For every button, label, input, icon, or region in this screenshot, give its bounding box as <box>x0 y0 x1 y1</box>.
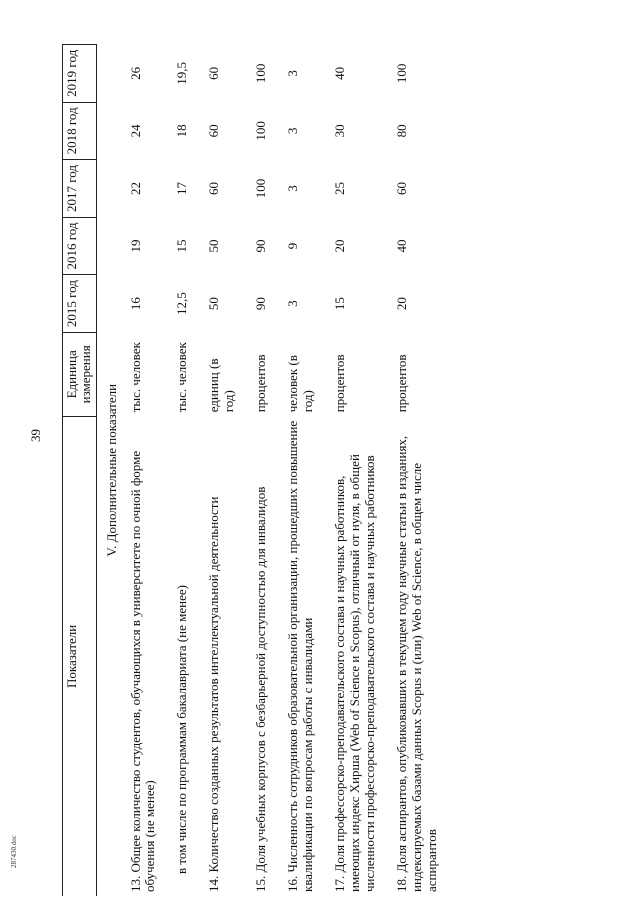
value-cell: 3 <box>285 127 301 135</box>
table-row <box>319 45 381 897</box>
value-cell: 60 <box>206 66 222 80</box>
rotated-page-content <box>62 36 622 896</box>
value-cell: 3 <box>285 185 301 192</box>
table-header-row <box>63 45 97 897</box>
document-id: 287430.doc <box>10 835 18 868</box>
value-cell: 15 <box>332 297 348 311</box>
value-cell: 3 <box>285 300 301 307</box>
unit-cell: процентов <box>332 354 348 413</box>
value-cell: 100 <box>393 63 409 84</box>
value-cell: 90 <box>253 239 269 253</box>
value-cell: 26 <box>127 66 143 80</box>
unit-cell: человек (в год) <box>285 355 316 413</box>
value-cell: 15 <box>174 239 190 253</box>
indicator-cell: 13. Общее количество студентов, обучающихся в университете по очной форме обучения (не менее) <box>127 450 158 892</box>
value-cell: 20 <box>393 297 409 311</box>
value-cell: 3 <box>285 70 301 77</box>
section-title: V. Дополнительные показатели <box>103 383 119 557</box>
value-cell: 100 <box>253 121 269 141</box>
indicator-cell: 16. Численность сотрудников образовательной организации, прошедших повышение квалификации по вопросам работы с инвалидами <box>285 420 316 892</box>
value-cell: 100 <box>253 178 269 199</box>
header-year-2017: 2017 год <box>63 160 97 218</box>
value-cell: 9 <box>285 242 301 250</box>
unit-cell: единиц (в год) <box>206 358 237 413</box>
header-year-2015: 2015 год <box>63 275 97 333</box>
indicator-cell: 15. Доля учебных корпусов с безбарьерной доступностью для инвалидов <box>253 486 269 892</box>
unit-cell: процентов <box>393 354 409 413</box>
value-cell: 60 <box>206 181 222 195</box>
section-row <box>96 45 125 897</box>
unit-cell: тыс. человек <box>127 342 143 413</box>
indicator-cell: в том числе по программам бакалавриата (не менее) <box>174 585 190 874</box>
table-row <box>240 45 272 897</box>
value-cell: 50 <box>206 297 222 311</box>
header-year-2016: 2016 год <box>63 217 97 275</box>
value-cell: 22 <box>127 181 143 195</box>
indicator-cell: 18. Доля аспирантов, опубликовавших в текущем году научные статьи в изданиях, индексируемых базами данных Scopus и (или) Web of Science, в общем числе аспирантов <box>393 435 439 892</box>
value-cell: 60 <box>206 124 222 138</box>
indicators-table <box>62 44 443 896</box>
value-cell: 12,5 <box>174 292 190 315</box>
indicator-cell: 17. Доля профессорско-преподавательского состава и научных работников, имеющих индекс Хирша (Web of Science и Scopus), отличный от нуля, в общей численности профессорско-преподавательского состава и научных работников <box>332 454 377 892</box>
value-cell: 17 <box>174 181 190 195</box>
value-cell: 20 <box>332 239 348 253</box>
value-cell: 40 <box>393 239 409 253</box>
page-number: 39 <box>28 429 43 442</box>
table-row <box>193 45 240 897</box>
value-cell: 16 <box>127 297 143 311</box>
table-row <box>161 45 193 897</box>
header-year-2019: 2019 год <box>63 45 97 103</box>
value-cell: 18 <box>174 124 190 138</box>
table-row <box>381 45 443 897</box>
value-cell: 25 <box>332 181 348 195</box>
value-cell: 50 <box>206 239 222 253</box>
unit-cell: тыс. человек <box>174 342 190 413</box>
value-cell: 60 <box>393 181 409 195</box>
value-cell: 24 <box>127 124 143 138</box>
indicator-cell: 14. Количество созданных результатов интеллектуальной деятельности <box>206 496 222 892</box>
table-row <box>272 45 319 897</box>
header-unit: Единица измерения <box>63 332 97 416</box>
unit-cell: процентов <box>253 354 269 413</box>
value-cell: 19,5 <box>174 61 190 85</box>
value-cell: 40 <box>332 66 348 80</box>
header-year-2018: 2018 год <box>63 102 97 160</box>
value-cell: 19 <box>127 239 143 253</box>
value-cell: 90 <box>253 297 269 311</box>
header-indicators: Показатели <box>63 416 97 896</box>
value-cell: 30 <box>332 124 348 138</box>
table-row <box>126 45 162 897</box>
value-cell: 80 <box>393 124 409 138</box>
value-cell: 100 <box>253 63 269 84</box>
